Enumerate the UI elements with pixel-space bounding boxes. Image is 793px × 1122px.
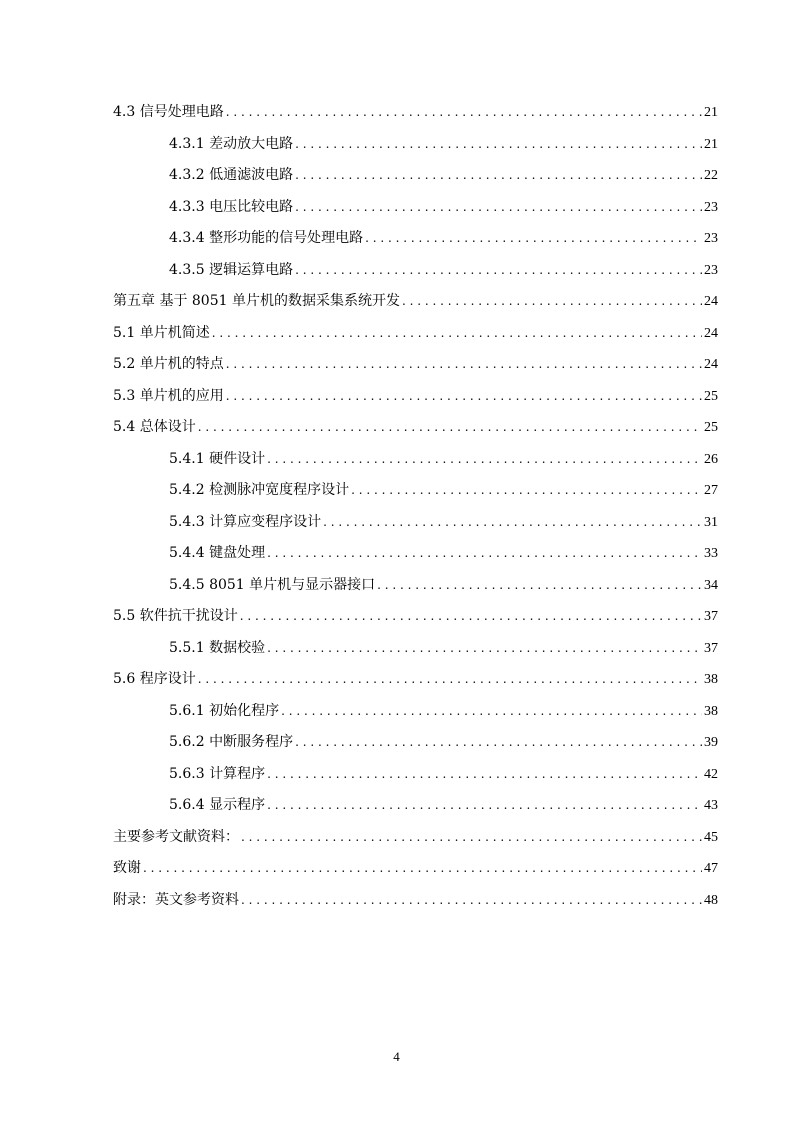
toc-entry[interactable]	[113, 255, 718, 287]
toc-entry[interactable]	[113, 759, 718, 791]
toc-entry-title: 5.6.3 计算程序	[169, 765, 266, 782]
toc-entry-page: 31	[704, 514, 718, 530]
toc-entry[interactable]	[113, 601, 718, 633]
toc-dot-leader	[240, 601, 702, 633]
toc-entry-page: 24	[704, 294, 718, 309]
toc-dot-leader	[323, 507, 702, 539]
toc-dot-leader	[267, 538, 702, 570]
toc-entry-title: 5.1 单片机简述	[113, 324, 210, 341]
toc-entry-title: 致谢	[113, 860, 141, 876]
toc-entry-page: 37	[704, 640, 718, 656]
toc-entry-page: 34	[704, 577, 718, 593]
toc-entry[interactable]	[113, 790, 718, 822]
toc-dot-leader	[295, 727, 702, 759]
toc-dot-leader	[241, 822, 702, 854]
page-number: 4	[393, 1049, 400, 1064]
toc-entry[interactable]	[113, 696, 718, 728]
toc-dot-leader	[281, 696, 702, 728]
toc-entry-title: 4.3.2 低通滤波电路	[169, 167, 294, 183]
toc-entry-page: 37	[704, 609, 718, 624]
toc-entry-title: 5.4.5 8051 单片机与显示器接口	[169, 576, 376, 593]
toc-entry[interactable]	[113, 160, 718, 192]
toc-entry-title: 主要参考文献资料：	[113, 828, 239, 845]
toc-entry[interactable]	[113, 381, 718, 413]
toc-entry[interactable]	[113, 507, 718, 539]
toc-entry[interactable]	[113, 853, 718, 885]
toc-entry[interactable]	[113, 538, 718, 570]
toc-dot-leader	[198, 412, 702, 444]
toc-entry-page: 38	[704, 672, 718, 687]
toc-entry-title: 第五章 基于 8051 单片机的数据采集系统开发	[113, 293, 400, 309]
toc-entry-title: 5.6.4 显示程序	[169, 797, 266, 813]
toc-dot-leader	[295, 129, 702, 161]
toc-dot-leader	[241, 885, 702, 917]
toc-entry-page: 48	[704, 892, 718, 908]
toc-entry-title: 4.3.4 整形功能的信号处理电路	[169, 230, 364, 246]
toc-entry[interactable]	[113, 223, 718, 255]
toc-entry-page: 21	[704, 136, 718, 152]
toc-entry-page: 45	[704, 829, 718, 845]
toc-entry-page: 25	[704, 388, 718, 404]
toc-entry-title: 5.2 单片机的特点	[113, 356, 224, 372]
toc-entry-page: 23	[704, 199, 718, 215]
toc-entry-title: 5.4.3 计算应变程序设计	[169, 513, 322, 530]
toc-entry[interactable]	[113, 570, 718, 602]
toc-entry-page: 42	[704, 766, 718, 782]
toc-dot-leader	[402, 286, 702, 318]
toc-dot-leader	[226, 381, 702, 413]
toc-entry[interactable]	[113, 318, 718, 350]
toc-entry-page: 22	[704, 168, 718, 183]
toc-entry-title: 5.3 单片机的应用	[113, 387, 224, 404]
toc-entry[interactable]	[113, 192, 718, 224]
toc-dot-leader	[212, 318, 702, 350]
toc-entry[interactable]	[113, 444, 718, 476]
toc-entry[interactable]	[113, 475, 718, 507]
toc-entry-title: 5.4.1 硬件设计	[169, 450, 266, 467]
table-of-contents	[113, 97, 718, 916]
toc-dot-leader	[267, 790, 702, 822]
toc-dot-leader	[226, 97, 702, 129]
toc-dot-leader	[351, 475, 702, 507]
toc-entry-title: 5.4.4 键盘处理	[169, 545, 266, 561]
toc-entry-page: 25	[704, 420, 718, 435]
toc-dot-leader	[267, 633, 702, 665]
toc-dot-leader	[295, 160, 702, 192]
toc-dot-leader	[295, 192, 702, 224]
toc-entry-page: 27	[704, 483, 718, 498]
toc-entry[interactable]	[113, 664, 718, 696]
toc-entry[interactable]	[113, 349, 718, 381]
toc-entry-title: 4.3 信号处理电路	[113, 104, 224, 120]
toc-entry-page: 24	[704, 325, 718, 341]
toc-entry-page: 26	[704, 451, 718, 467]
toc-entry-page: 38	[704, 703, 718, 719]
toc-entry-title: 4.3.3 电压比较电路	[169, 198, 294, 215]
toc-dot-leader	[267, 444, 702, 476]
toc-entry-title: 5.4 总体设计	[113, 419, 196, 435]
toc-entry-page: 47	[704, 861, 718, 876]
toc-entry[interactable]	[113, 286, 718, 318]
toc-entry-title: 5.6 程序设计	[113, 671, 196, 687]
toc-entry[interactable]	[113, 129, 718, 161]
toc-entry-page: 23	[704, 262, 718, 278]
toc-dot-leader	[267, 759, 702, 791]
toc-entry-title: 4.3.5 逻辑运算电路	[169, 261, 294, 278]
toc-entry[interactable]	[113, 412, 718, 444]
toc-dot-leader	[295, 255, 702, 287]
toc-entry-title: 5.5.1 数据校验	[169, 639, 266, 656]
toc-dot-leader	[198, 664, 702, 696]
toc-entry-title: 5.6.1 初始化程序	[169, 702, 280, 719]
toc-dot-leader	[226, 349, 702, 381]
toc-entry-title: 5.4.2 检测脉冲宽度程序设计	[169, 482, 350, 498]
toc-entry-page: 21	[704, 105, 718, 120]
toc-entry-page: 39	[704, 735, 718, 750]
toc-dot-leader	[377, 570, 702, 602]
toc-entry[interactable]	[113, 822, 718, 854]
toc-entry-page: 43	[704, 798, 718, 813]
toc-entry-title: 附录：英文参考资料	[113, 891, 239, 908]
toc-entry[interactable]	[113, 97, 718, 129]
toc-entry[interactable]	[113, 885, 718, 917]
toc-entry[interactable]	[113, 633, 718, 665]
toc-dot-leader	[365, 223, 702, 255]
toc-entry-page: 24	[704, 357, 718, 372]
toc-entry-page: 33	[704, 546, 718, 561]
toc-dot-leader	[143, 853, 702, 885]
toc-entry-title: 5.6.2 中断服务程序	[169, 734, 294, 750]
toc-entry-title: 5.5 软件抗干扰设计	[113, 608, 238, 624]
toc-entry-page: 23	[704, 231, 718, 246]
toc-entry-title: 4.3.1 差动放大电路	[169, 135, 294, 152]
toc-entry[interactable]	[113, 727, 718, 759]
